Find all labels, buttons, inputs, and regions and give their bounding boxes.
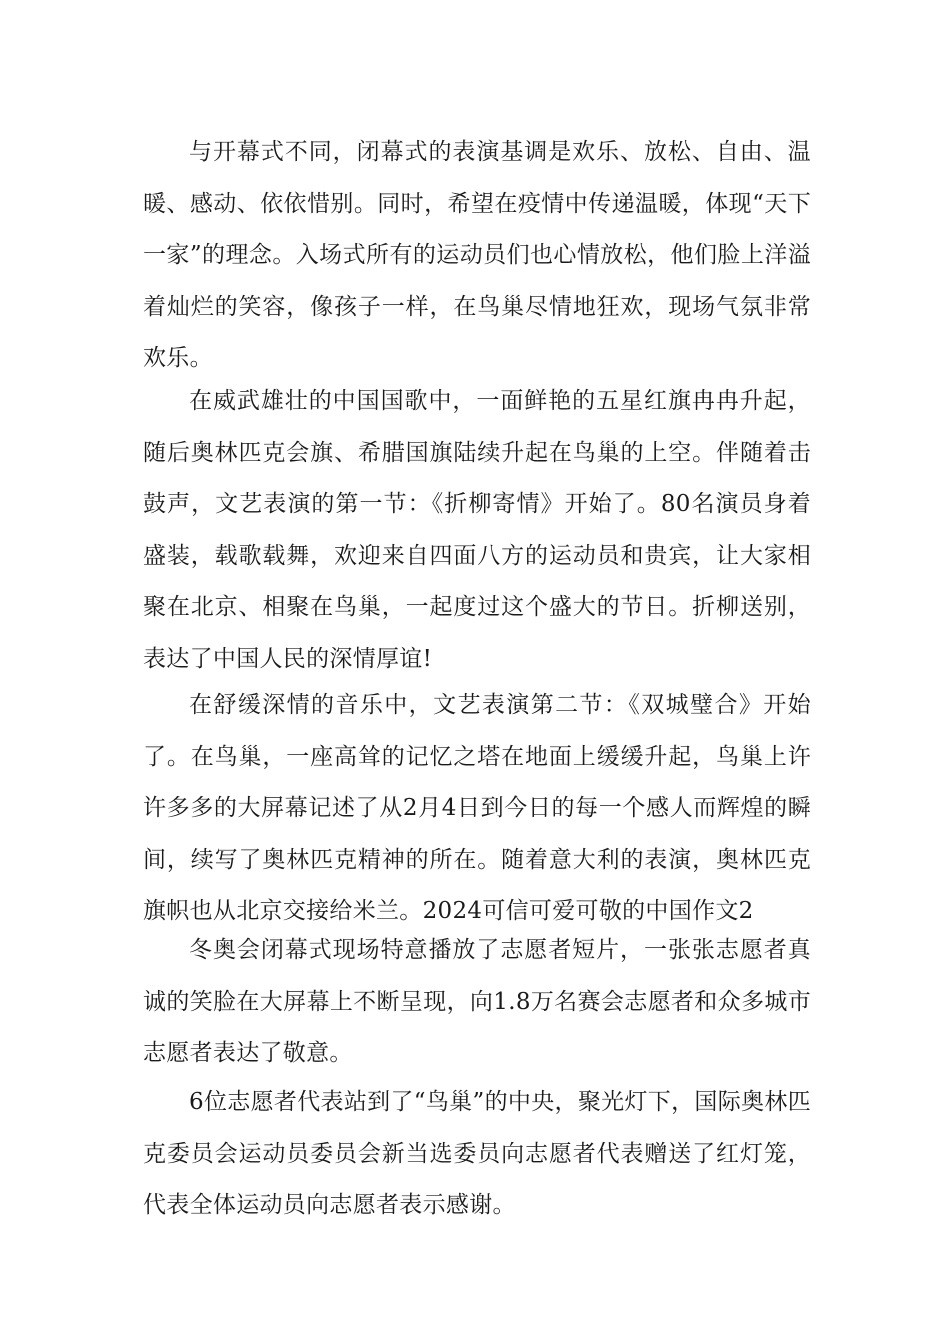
paragraph-closing-ceremony-tone: 与开幕式不同，闭幕式的表演基调是欢乐、放松、自由、温暖、感动、依依惜别。同时，希望在疫情中传递温暖，体现“天下一家”的理念。入场式所有的运动员们也心情放松，他们脸上洋溢着灿烂的笑容，像孩子一样，在鸟巢尽情地狂欢，现场气氛非常欢乐。 — [143, 139, 811, 371]
paragraph-second-performance: 在舒缓深情的音乐中，文艺表演第二节：《双城璧合》开始了。在鸟巢，一座高耸的记忆之塔在地面上缓缓升起，鸟巢上许许多多的大屏幕记述了从2月4日到今日的每一个感人而辉煌的瞬间，续写了奥林匹克精神的所在。随着意大利的表演，奥林匹克旗帜也从北京交接给米兰。2024可信可爱可敬的中国作文2 — [143, 692, 811, 924]
paragraph-flag-raising: 在威武雄壮的中国国歌中，一面鲜艳的五星红旗冉冉升起，随后奥林匹克会旗、希腊国旗陆续升起在鸟巢的上空。伴随着击鼓声，文艺表演的第一节：《折柳寄情》开始了。80名演员身着盛装，载歌载舞，欢迎来自四面八方的运动员和贵宾，让大家相聚在北京、相聚在鸟巢，一起度过这个盛大的节日。折柳送别，表达了中国人民的深情厚谊! — [143, 388, 811, 672]
paragraph-volunteer-representatives: 6位志愿者代表站到了“鸟巢”的中央，聚光灯下，国际奥林匹克委员会运动员委员会新当选委员向志愿者代表赠送了红灯笼，代表全体运动员向志愿者表示感谢。 — [143, 1089, 811, 1218]
paragraph-volunteer-film: 冬奥会闭幕式现场特意播放了志愿者短片，一张张志愿者真诚的笑脸在大屏幕上不断呈现，向1.8万名赛会志愿者和众多城市志愿者表达了敬意。 — [143, 937, 811, 1066]
